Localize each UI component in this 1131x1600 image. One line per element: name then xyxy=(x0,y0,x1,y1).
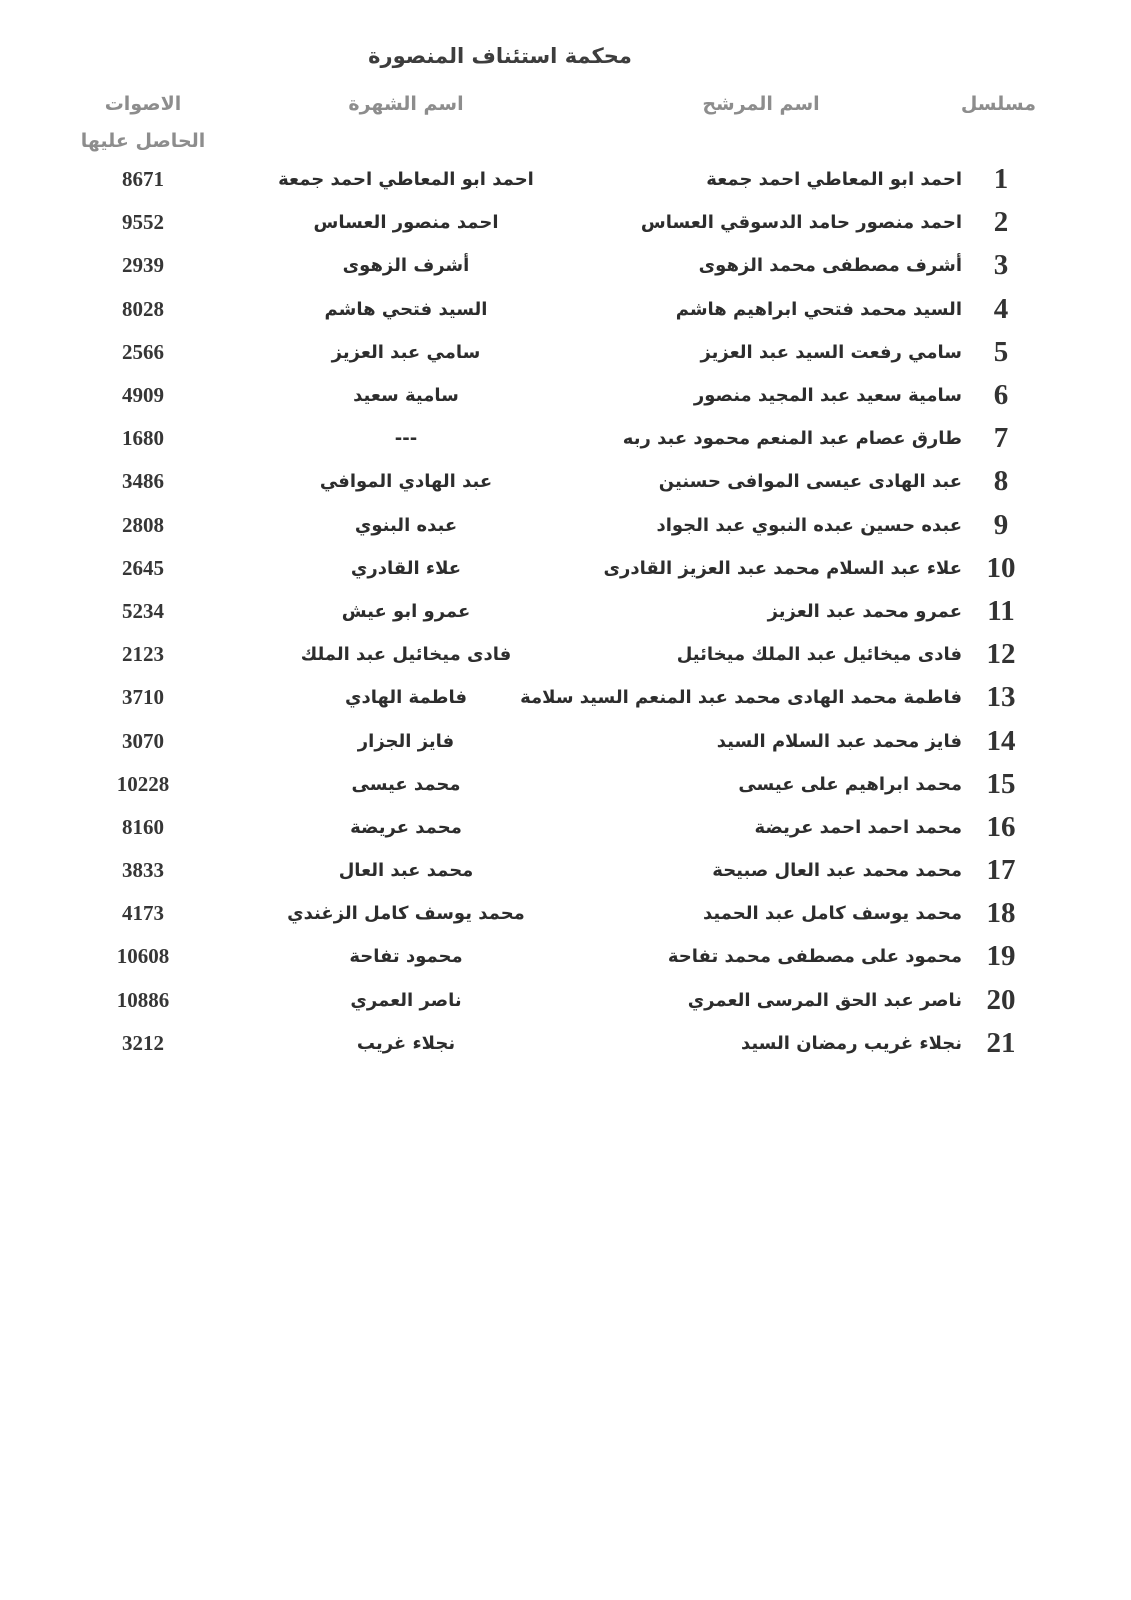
column-header-votes-line2: الحاصل عليها xyxy=(80,130,206,152)
serial-number: 4 xyxy=(993,292,1009,325)
serial-number: 6 xyxy=(993,379,1009,412)
candidate-name: نجلاء غريب رمضان السيد xyxy=(740,1032,962,1054)
votes-count: 3486 xyxy=(122,469,164,494)
serial-number: 7 xyxy=(993,422,1009,455)
table-row xyxy=(30,288,1036,331)
column-header-serial: مسلسل xyxy=(960,93,1036,115)
candidate-name: محمد احمد احمد عريضة xyxy=(754,816,962,838)
serial-number: 19 xyxy=(986,940,1016,973)
table-row xyxy=(30,633,1036,676)
shohra-name: محمد عبد العال xyxy=(338,860,474,882)
candidate-name: أشرف مصطفى محمد الزهوى xyxy=(698,255,962,277)
table-row xyxy=(30,547,1036,590)
serial-number: 15 xyxy=(986,767,1016,800)
column-header-shohra-name: اسم الشهرة xyxy=(348,93,464,115)
shohra-name: محمد عيسى xyxy=(351,773,461,795)
candidate-name: محمد محمد عبد العال صبيحة xyxy=(712,860,962,882)
shohra-name: احمد منصور العساس xyxy=(313,212,499,234)
votes-count: 3212 xyxy=(122,1030,164,1055)
table-row xyxy=(30,158,1036,201)
table-row xyxy=(30,590,1036,633)
table-rows xyxy=(30,158,1036,1065)
candidate-name: عمرو محمد عبد العزيز xyxy=(767,600,962,622)
votes-count: 2645 xyxy=(122,555,164,580)
shohra-name: عبد الهادي الموافي xyxy=(319,471,493,493)
votes-count: 3070 xyxy=(122,728,164,753)
table-row xyxy=(30,849,1036,892)
candidate-name: احمد منصور حامد الدسوقي العساس xyxy=(640,212,962,234)
table-row xyxy=(30,676,1036,719)
shohra-name: محمد يوسف كامل الزغندي xyxy=(287,903,525,925)
serial-number: 2 xyxy=(993,206,1009,239)
candidate-name: السيد محمد فتحي ابراهيم هاشم xyxy=(675,298,962,320)
shohra-name: ناصر العمري xyxy=(350,989,462,1011)
votes-count: 4909 xyxy=(122,383,164,408)
serial-number: 14 xyxy=(986,724,1016,757)
serial-number: 3 xyxy=(993,249,1009,282)
column-header-votes xyxy=(30,86,256,160)
candidate-name: سامي رفعت السيد عبد العزيز xyxy=(700,341,962,363)
candidate-name: طارق عصام عبد المنعم محمود عبد ربه xyxy=(622,428,962,450)
page-title: محكمة استئناف المنصورة xyxy=(368,44,632,68)
shohra-name: السيد فتحي هاشم xyxy=(324,298,488,320)
serial-number: 10 xyxy=(986,551,1016,584)
table-row xyxy=(30,935,1036,978)
serial-number: 11 xyxy=(987,594,1015,627)
candidate-name: فاطمة محمد الهادى محمد عبد المنعم السيد سلامة xyxy=(520,687,962,709)
candidate-name: عبد الهادى عيسى الموافى حسنين xyxy=(658,471,962,493)
serial-number: 8 xyxy=(993,465,1009,498)
candidate-name: فادى ميخائيل عبد الملك ميخائيل xyxy=(676,644,962,666)
serial-number: 12 xyxy=(986,638,1016,671)
votes-count: 8160 xyxy=(122,814,164,839)
table-row xyxy=(30,201,1036,244)
votes-count: 10608 xyxy=(116,944,170,969)
candidate-name: فايز محمد عبد السلام السيد xyxy=(716,730,962,752)
votes-count: 9552 xyxy=(122,210,164,235)
candidate-name: عبده حسين عبده النبوي عبد الجواد xyxy=(656,514,962,536)
shohra-name: عمرو ابو عيش xyxy=(341,600,471,622)
shohra-name: فادى ميخائيل عبد الملك xyxy=(300,644,512,666)
votes-count: 2123 xyxy=(122,642,164,667)
serial-number: 16 xyxy=(986,810,1016,843)
shohra-name: --- xyxy=(394,428,418,450)
votes-count: 2808 xyxy=(122,512,164,537)
table-row xyxy=(30,892,1036,935)
shohra-name: فايز الجزار xyxy=(357,730,455,752)
votes-count: 8671 xyxy=(122,167,164,192)
serial-number: 1 xyxy=(993,163,1009,196)
candidate-name: محمد يوسف كامل عبد الحميد xyxy=(702,903,962,925)
votes-count: 10886 xyxy=(116,987,170,1012)
candidate-name: احمد ابو المعاطي احمد جمعة xyxy=(706,169,962,191)
votes-count: 8028 xyxy=(122,296,164,321)
candidate-name: ناصر عبد الحق المرسى العمري xyxy=(687,989,962,1011)
table-row xyxy=(30,460,1036,503)
serial-number: 13 xyxy=(986,681,1016,714)
table-header xyxy=(30,86,1036,160)
column-header-votes-line1: الاصوات xyxy=(104,93,182,115)
table-row xyxy=(30,719,1036,762)
serial-number: 20 xyxy=(986,983,1016,1016)
votes-count: 2939 xyxy=(122,253,164,278)
candidate-name: محمود على مصطفى محمد تفاحة xyxy=(667,946,962,968)
votes-count: 5234 xyxy=(122,598,164,623)
table-row xyxy=(30,417,1036,460)
table-row xyxy=(30,1022,1036,1065)
table-row xyxy=(30,244,1036,287)
shohra-name: أشرف الزهوى xyxy=(342,255,470,277)
votes-count: 4173 xyxy=(122,901,164,926)
shohra-name: فاطمة الهادي xyxy=(344,687,468,709)
serial-number: 18 xyxy=(986,897,1016,930)
column-header-candidate-name: اسم المرشح xyxy=(702,93,820,115)
shohra-name: علاء القادري xyxy=(350,557,462,579)
shohra-name: عبده البنوي xyxy=(354,514,458,536)
table-row xyxy=(30,979,1036,1022)
votes-count: 1680 xyxy=(122,426,164,451)
candidate-name: علاء عبد السلام محمد عبد العزيز القادرى xyxy=(603,557,962,579)
table-row xyxy=(30,806,1036,849)
shohra-name: محمود تفاحة xyxy=(349,946,463,968)
serial-number: 17 xyxy=(986,854,1016,887)
table-row xyxy=(30,331,1036,374)
shohra-name: احمد ابو المعاطي احمد جمعة xyxy=(278,169,534,191)
serial-number: 9 xyxy=(993,508,1009,541)
votes-count: 3833 xyxy=(122,858,164,883)
serial-number: 21 xyxy=(986,1026,1016,1059)
table-row xyxy=(30,374,1036,417)
votes-count: 10228 xyxy=(116,771,170,796)
shohra-name: محمد عريضة xyxy=(350,816,462,838)
serial-number: 5 xyxy=(993,335,1009,368)
table-row xyxy=(30,504,1036,547)
candidate-name: محمد ابراهيم على عيسى xyxy=(738,773,962,795)
votes-count: 2566 xyxy=(122,339,164,364)
shohra-name: سامي عبد العزيز xyxy=(331,341,481,363)
shohra-name: سامية سعيد xyxy=(353,385,459,407)
votes-count: 3710 xyxy=(122,685,164,710)
table-row xyxy=(30,763,1036,806)
candidate-name: سامية سعيد عبد المجيد منصور xyxy=(693,385,962,407)
shohra-name: نجلاء غريب xyxy=(356,1032,456,1054)
